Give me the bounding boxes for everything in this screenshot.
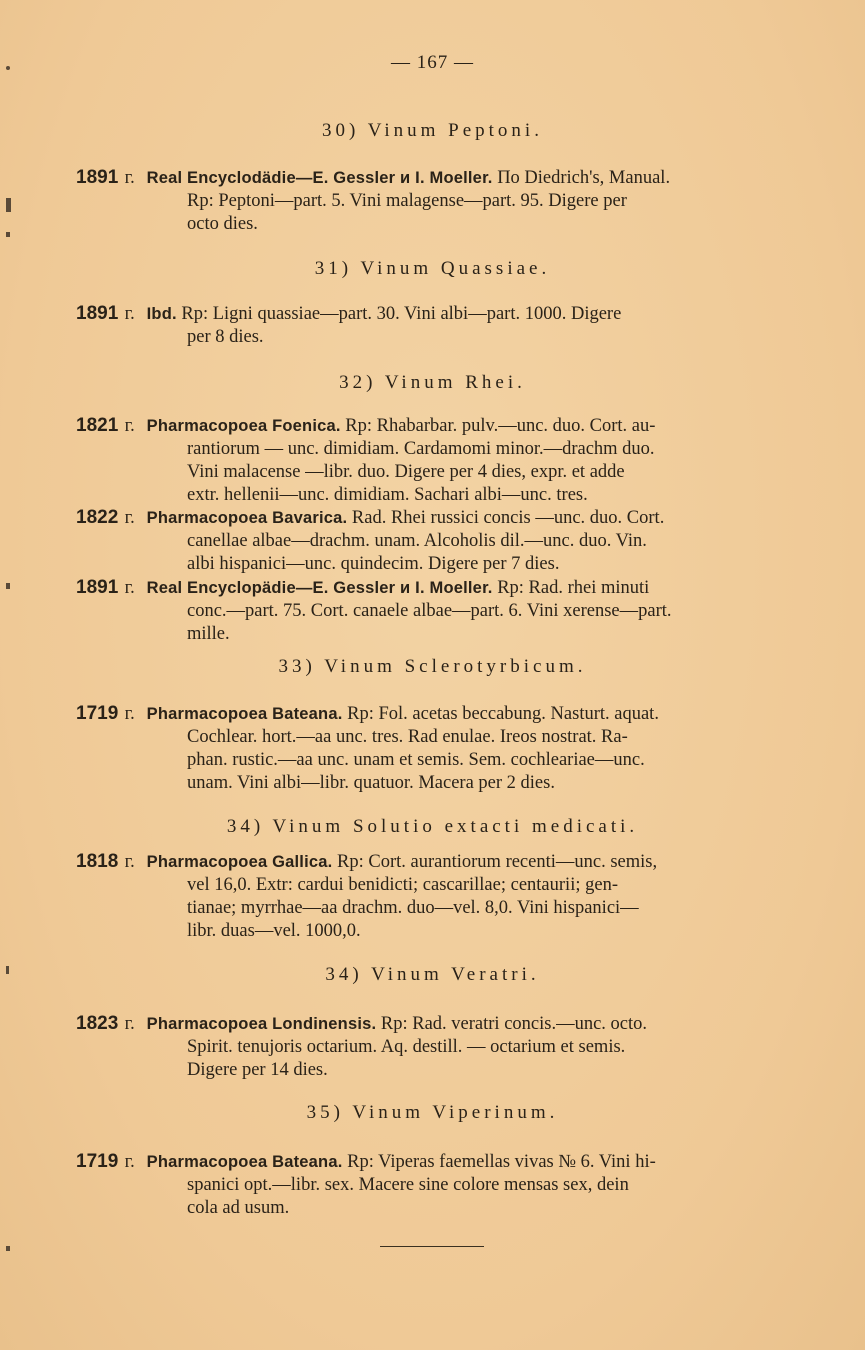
entry-source: Pharmacopoea Bateana. <box>146 1153 343 1171</box>
scan-speck <box>6 1246 10 1251</box>
end-rule <box>380 1246 484 1247</box>
entry-source: Pharmacopoea Londinensis. <box>146 1015 377 1033</box>
entry-year: 1822 <box>76 507 119 528</box>
recipe-entry <box>76 1150 790 1220</box>
recipe-heading: 34) Vinum Solutio extacti medicati. <box>226 816 639 837</box>
entry-source: Pharmacopoea Bateana. <box>146 705 343 723</box>
entry-text: Rp: Ligni quassiae—part. 30. Vini albi—part. 1000. Digere <box>181 304 622 324</box>
entry-text: tianae; myrrhae—aa drachm. duo—vel. 8,0. Vini hispanici— <box>187 898 639 918</box>
entry-source: Pharmacopoea Bavarica. <box>146 509 348 527</box>
scan-speck <box>6 232 10 237</box>
entry-text: Cochlear. hort.—aa unc. tres. Rad enulae. Ireos nostrat. Ra- <box>187 727 628 747</box>
year-suffix: г. <box>124 508 135 528</box>
recipe-entry <box>76 414 790 507</box>
year-suffix: г. <box>124 704 135 724</box>
entry-text: По Diedrich's, Manual. <box>497 168 671 188</box>
entry-source: Ibd. <box>146 305 177 323</box>
scan-speck <box>6 966 9 974</box>
entry-year: 1821 <box>76 415 119 436</box>
entry-year: 1719 <box>76 703 119 724</box>
entry-text: cola ad usum. <box>187 1198 290 1218</box>
entry-source: Real Encyclodädie—E. Gessler и I. Moeller. <box>146 169 493 187</box>
entry-year: 1891 <box>76 167 119 188</box>
scan-speck <box>6 583 10 589</box>
recipe-entry <box>76 506 790 576</box>
recipe-entry <box>76 702 790 795</box>
recipe-entry <box>76 576 790 646</box>
entry-year: 1719 <box>76 1151 119 1172</box>
entry-text: vel 16,0. Extr: cardui benidicti; cascarillae; centaurii; gen- <box>187 875 618 895</box>
entry-year: 1891 <box>76 303 119 324</box>
entry-text: Rp: Cort. aurantiorum recenti—unc. semis, <box>337 852 658 872</box>
entry-year: 1818 <box>76 851 119 872</box>
recipe-heading: 30) Vinum Peptoni. <box>322 120 543 141</box>
recipe-entry <box>76 302 790 349</box>
page-number: — 167 — <box>391 52 474 73</box>
recipe-heading: 32) Vinum Rhei. <box>339 372 526 393</box>
entry-source: Real Encyclopädie—E. Gessler и I. Moeller. <box>146 579 493 597</box>
entry-year: 1823 <box>76 1013 119 1034</box>
recipe-entry <box>76 850 790 943</box>
recipe-heading: 35) Vinum Viperinum. <box>306 1102 559 1123</box>
entry-text: canellae albae—drachm. unam. Alcoholis dil.—unc. duo. Vin. <box>187 531 647 551</box>
entry-text: extr. hellenii—unc. dimidiam. Sachari albi—unc. tres. <box>187 485 588 505</box>
entry-text: spanici opt.—libr. sex. Macere sine colore mensas sex, dein <box>187 1175 629 1195</box>
recipe-heading: 33) Vinum Sclerotyrbicum. <box>278 656 587 677</box>
entry-text: phan. rustic.—aa unc. unam et semis. Sem. cochleariae—unc. <box>187 750 645 770</box>
entry-text: Rp: Rhabarbar. pulv.—unc. duo. Cort. au- <box>345 416 656 436</box>
scan-speck <box>6 66 10 70</box>
year-suffix: г. <box>124 168 135 188</box>
entry-text: per 8 dies. <box>187 327 264 347</box>
scan-speck <box>6 198 11 212</box>
entry-text: Rp: Fol. acetas beccabung. Nasturt. aquat. <box>347 704 659 724</box>
entry-text: octo dies. <box>187 214 258 234</box>
entry-text: libr. duas—vel. 1000,0. <box>187 921 361 941</box>
entry-text: Vini malacense —libr. duo. Digere per 4 dies, expr. et adde <box>187 462 625 482</box>
year-suffix: г. <box>124 1152 135 1172</box>
entry-year: 1891 <box>76 577 119 598</box>
entry-text: albi hispanici—unc. quindecim. Digere per 7 dies. <box>187 554 560 574</box>
entry-text: Rp: Rad. rhei minuti <box>497 578 650 598</box>
entry-text: Rp: Rad. veratri concis.—unc. octo. <box>380 1014 648 1034</box>
entry-text: Rad. Rhei russici concis —unc. duo. Cort. <box>351 508 665 528</box>
entry-source: Pharmacopoea Gallica. <box>146 853 333 871</box>
entry-text: rantiorum — unc. dimidiam. Cardamomi minor.—drachm duo. <box>187 439 655 459</box>
recipe-heading: 31) Vinum Quassiae. <box>314 258 551 279</box>
year-suffix: г. <box>124 578 135 598</box>
year-suffix: г. <box>124 1014 135 1034</box>
year-suffix: г. <box>124 304 135 324</box>
entry-text: Rp: Peptoni—part. 5. Vini malagense—part. 95. Digere per <box>187 191 627 211</box>
recipe-entry <box>76 1012 790 1082</box>
entry-text: conc.—part. 75. Cort. canaele albae—part. 6. Vini xerense—part. <box>187 601 672 621</box>
entry-source: Pharmacopoea Foenica. <box>146 417 341 435</box>
entry-text: mille. <box>187 624 230 644</box>
entry-text: unam. Vini albi—libr. quatuor. Macera per 2 dies. <box>187 773 555 793</box>
year-suffix: г. <box>124 416 135 436</box>
entry-text: Spirit. tenujoris octarium. Aq. destill. — octarium et semis. <box>187 1037 626 1057</box>
entry-text: Rp: Viperas faemellas vivas № 6. Vini hi- <box>347 1152 656 1172</box>
recipe-heading: 34) Vinum Veratri. <box>325 964 540 985</box>
year-suffix: г. <box>124 852 135 872</box>
recipe-entry <box>76 166 790 236</box>
entry-text: Digere per 14 dies. <box>187 1060 328 1080</box>
